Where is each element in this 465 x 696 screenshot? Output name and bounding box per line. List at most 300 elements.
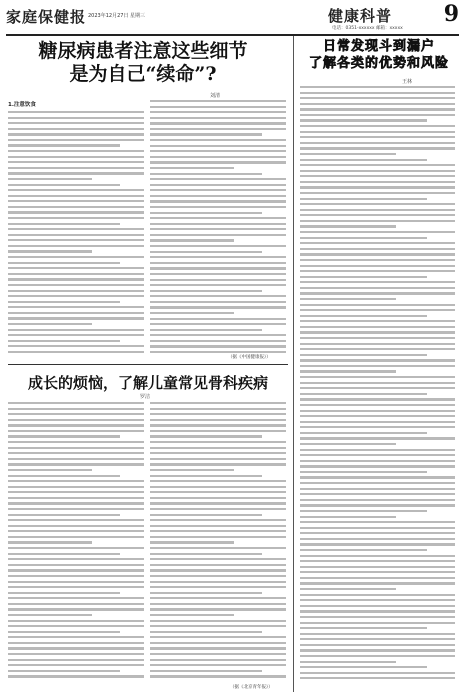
text-line [150, 239, 234, 241]
text-line [150, 530, 286, 532]
text-line [300, 599, 455, 601]
text-line [150, 139, 286, 141]
text-line [8, 452, 144, 454]
text-line [300, 147, 455, 149]
text-line [300, 493, 455, 495]
text-line [150, 133, 262, 135]
text-line [150, 458, 286, 460]
text-line [8, 620, 144, 622]
text-line [8, 228, 144, 230]
text-line [8, 475, 120, 477]
text-line [8, 402, 144, 404]
text-line [300, 86, 455, 88]
text-line [300, 471, 427, 473]
text-line [300, 549, 427, 551]
text-line [150, 206, 286, 208]
article1-col2 [150, 100, 286, 360]
text-line [150, 614, 234, 616]
text-line [300, 649, 455, 651]
text-line [150, 586, 286, 588]
text-line [300, 661, 396, 663]
text-line [150, 502, 286, 504]
text-line [300, 331, 455, 333]
text-line [150, 334, 286, 336]
text-line [300, 538, 455, 540]
text-line [300, 387, 455, 389]
text-line [300, 504, 455, 506]
text-line [300, 326, 455, 328]
text-line [8, 351, 144, 353]
text-line [300, 404, 455, 406]
text-line [150, 514, 262, 516]
text-line [8, 144, 120, 146]
text-line [300, 588, 396, 590]
text-line [300, 315, 427, 317]
text-line [150, 675, 286, 677]
text-line [8, 631, 120, 633]
text-line [8, 122, 144, 124]
text-line [150, 653, 286, 655]
text-line [150, 117, 286, 119]
text-line [8, 301, 120, 303]
text-line [150, 234, 286, 236]
text-line [300, 214, 455, 216]
column-divider [293, 36, 294, 692]
text-line [150, 212, 262, 214]
text-line [150, 351, 286, 353]
text-line [150, 312, 234, 314]
text-line [8, 592, 120, 594]
text-line [150, 497, 286, 499]
text-line [300, 370, 396, 372]
text-line [300, 644, 455, 646]
text-line [300, 242, 455, 244]
text-line [150, 541, 234, 543]
text-line [150, 597, 286, 599]
article1-divider [8, 364, 288, 365]
text-line [150, 536, 286, 538]
text-line [300, 164, 455, 166]
text-line [8, 519, 144, 521]
text-line [150, 217, 286, 219]
text-line [150, 228, 286, 230]
text-line [300, 488, 455, 490]
text-line [150, 491, 286, 493]
text-line [150, 106, 286, 108]
text-line [300, 181, 455, 183]
text-line [8, 536, 144, 538]
text-line [150, 547, 286, 549]
text-line [150, 469, 234, 471]
text-line [150, 173, 262, 175]
text-line [300, 237, 427, 239]
text-line [300, 348, 455, 350]
text-line [150, 178, 286, 180]
text-line [300, 499, 455, 501]
text-line [150, 408, 286, 410]
text-line [8, 564, 144, 566]
text-line [8, 256, 144, 258]
text-line [300, 560, 455, 562]
text-line [8, 284, 144, 286]
text-line [150, 184, 286, 186]
text-line [300, 281, 455, 283]
text-line [150, 284, 286, 286]
text-line [8, 659, 144, 661]
text-line [8, 625, 144, 627]
text-line [150, 647, 286, 649]
page-header [6, 1, 459, 34]
article3-title: 成长的烦恼，了解儿童常见骨科疾病 [27, 374, 268, 392]
text-line [8, 156, 144, 158]
text-line [150, 273, 286, 275]
article3-col1 [8, 402, 144, 682]
text-line [300, 398, 455, 400]
text-line [150, 430, 286, 432]
text-line [300, 582, 455, 584]
text-line [300, 638, 455, 640]
text-line [300, 432, 427, 434]
text-line [150, 245, 286, 247]
text-line [8, 189, 144, 191]
text-line [300, 449, 455, 451]
text-line [300, 666, 427, 668]
article3-col2 [150, 402, 286, 682]
text-line [300, 298, 396, 300]
text-line [300, 421, 455, 423]
article1-subhead-1: 1.注意饮食 [8, 102, 36, 108]
text-line [8, 581, 144, 583]
text-line [8, 491, 144, 493]
text-line [8, 161, 144, 163]
text-line [8, 334, 144, 336]
text-line [150, 251, 262, 253]
text-line [150, 150, 286, 152]
text-line [150, 592, 262, 594]
text-line [300, 543, 455, 545]
article2-title: 日常发现斗到漏户 了解各类的优势和风险 [308, 39, 449, 71]
text-line [150, 463, 286, 465]
text-line [8, 239, 144, 241]
text-line [300, 142, 455, 144]
text-line [8, 340, 120, 342]
text-line [8, 558, 144, 560]
text-line [8, 614, 92, 616]
text-line [150, 558, 286, 560]
text-line [300, 203, 455, 205]
text-line [8, 670, 120, 672]
text-line [300, 287, 455, 289]
text-line [8, 514, 120, 516]
text-line [300, 577, 455, 579]
text-line [300, 571, 455, 573]
text-line [300, 265, 455, 267]
text-line [300, 119, 427, 121]
text-line [8, 312, 144, 314]
text-line [8, 586, 144, 588]
text-line [8, 178, 92, 180]
text-line [8, 206, 144, 208]
text-line [300, 410, 455, 412]
text-line [300, 186, 455, 188]
text-line [8, 508, 144, 510]
text-line [8, 195, 144, 197]
text-line [8, 486, 144, 488]
issue-date: 2023年12月27日 星期三 [88, 13, 146, 19]
text-line [300, 672, 455, 674]
text-line [8, 172, 144, 174]
text-line [150, 329, 262, 331]
text-line [300, 248, 455, 250]
text-line [150, 195, 286, 197]
text-line [8, 329, 144, 331]
text-line [300, 114, 455, 116]
text-line [150, 636, 286, 638]
text-line [150, 625, 286, 627]
text-line [300, 376, 455, 378]
text-line [8, 273, 144, 275]
text-line [300, 426, 455, 428]
section-title-left: 家庭保健报 [6, 8, 87, 26]
text-line [8, 295, 144, 297]
text-line [8, 245, 144, 247]
text-line [150, 167, 234, 169]
text-line [150, 564, 286, 566]
text-line [300, 610, 455, 612]
text-line [150, 301, 286, 303]
text-line [150, 323, 286, 325]
article1-title: 糖尿病患者注意这些细节 是为自己“续命”? [38, 40, 248, 85]
text-line [8, 458, 144, 460]
text-line [150, 345, 286, 347]
text-line [8, 117, 144, 119]
text-line [8, 502, 144, 504]
text-line [150, 553, 262, 555]
text-line [150, 603, 286, 605]
text-line [8, 463, 144, 465]
text-line [8, 469, 92, 471]
text-line [8, 267, 144, 269]
text-line [8, 547, 144, 549]
article2-col1 [300, 86, 455, 686]
text-line [300, 304, 455, 306]
text-line [150, 486, 286, 488]
text-line [150, 290, 262, 292]
text-line [300, 354, 427, 356]
text-line [300, 622, 455, 624]
text-line [300, 292, 455, 294]
text-line [8, 441, 144, 443]
text-line [150, 664, 286, 666]
text-line [300, 209, 455, 211]
text-line [300, 192, 455, 194]
text-line [8, 128, 144, 130]
text-line [8, 642, 144, 644]
text-line [300, 153, 396, 155]
text-line [8, 430, 144, 432]
article3-author: 罗洁 [140, 394, 151, 400]
text-line [8, 664, 144, 666]
text-line [300, 175, 455, 177]
text-line [8, 234, 144, 236]
text-line [8, 603, 144, 605]
text-line [150, 413, 286, 415]
text-line [8, 435, 120, 437]
text-line [8, 323, 92, 325]
text-line [150, 100, 286, 102]
text-line [300, 415, 455, 417]
text-line [300, 131, 455, 133]
text-line [300, 566, 455, 568]
text-line [150, 608, 286, 610]
text-line [300, 443, 396, 445]
text-line [150, 631, 262, 633]
text-line [8, 541, 92, 543]
text-line [300, 92, 455, 94]
text-line [150, 223, 286, 225]
text-line [150, 670, 262, 672]
text-line [300, 259, 455, 261]
text-line [8, 608, 144, 610]
text-line [8, 675, 144, 677]
text-line [8, 200, 144, 202]
text-line [8, 424, 144, 426]
text-line [150, 267, 286, 269]
text-line [8, 419, 144, 421]
text-line [300, 108, 455, 110]
text-line [8, 530, 144, 532]
text-line [8, 480, 144, 482]
text-line [300, 532, 455, 534]
text-line [150, 122, 286, 124]
text-line [8, 447, 144, 449]
text-line [150, 569, 286, 571]
text-line [300, 276, 427, 278]
text-line [8, 133, 144, 135]
text-line [8, 597, 144, 599]
text-line [8, 653, 144, 655]
text-line [300, 382, 455, 384]
text-line [150, 581, 286, 583]
text-line [150, 419, 286, 421]
text-line [8, 497, 144, 499]
text-line [300, 170, 455, 172]
text-line [300, 527, 455, 529]
text-line [150, 318, 286, 320]
text-line [150, 575, 286, 577]
article1-col1 [8, 100, 144, 360]
text-line [150, 128, 286, 130]
text-line [150, 620, 286, 622]
text-line [300, 159, 427, 161]
text-line [8, 345, 144, 347]
article2-author: 王林 [402, 79, 413, 85]
article1-footer: （据《中国健康报》） [228, 355, 271, 360]
text-line [8, 211, 144, 213]
text-line [300, 437, 455, 439]
header-rule [6, 34, 459, 36]
text-line [8, 569, 144, 571]
text-line [150, 642, 286, 644]
text-line [150, 145, 286, 147]
text-line [300, 103, 455, 105]
page-number: 9 [443, 1, 459, 27]
text-line [8, 150, 144, 152]
text-line [8, 223, 120, 225]
text-line [300, 225, 396, 227]
text-line [8, 139, 144, 141]
text-line [300, 270, 455, 272]
text-line [150, 156, 286, 158]
text-line [150, 402, 286, 404]
text-line [300, 594, 455, 596]
text-line [300, 476, 455, 478]
section-title-right: 健康科普 [328, 7, 393, 25]
text-line [8, 575, 144, 577]
text-line [300, 359, 455, 361]
text-line [8, 262, 120, 264]
text-line [300, 220, 455, 222]
text-line [300, 231, 455, 233]
text-line [150, 189, 286, 191]
text-line [8, 184, 120, 186]
text-line [300, 521, 455, 523]
text-line [8, 553, 120, 555]
article3-footer: （据《北京青年报》） [230, 685, 273, 690]
text-line [150, 659, 286, 661]
text-line [150, 480, 286, 482]
text-line [300, 655, 455, 657]
text-line [8, 250, 92, 252]
text-line [150, 447, 286, 449]
text-line [300, 337, 455, 339]
text-line [150, 519, 286, 521]
text-line [150, 295, 286, 297]
text-line [300, 393, 427, 395]
text-line [8, 525, 144, 527]
contact-line: 电话：0351-xxxxxx 邮箱：xxxxx [332, 26, 403, 31]
text-line [8, 306, 144, 308]
text-line [300, 605, 455, 607]
text-line [300, 454, 455, 456]
text-line [300, 465, 455, 467]
text-line [300, 633, 455, 635]
text-line [300, 616, 455, 618]
text-line [150, 262, 286, 264]
text-line [300, 516, 396, 518]
text-line [300, 320, 455, 322]
text-line [150, 475, 262, 477]
text-line [150, 111, 286, 113]
article1-author: 刘清 [210, 93, 221, 99]
text-line [300, 627, 427, 629]
text-line [150, 340, 286, 342]
text-line [300, 198, 427, 200]
text-line [150, 256, 286, 258]
text-line [8, 317, 144, 319]
text-line [150, 525, 286, 527]
text-line [300, 677, 455, 679]
text-line [150, 424, 286, 426]
text-line [150, 200, 286, 202]
text-line [300, 460, 455, 462]
text-line [300, 482, 455, 484]
text-line [300, 343, 455, 345]
text-line [150, 508, 286, 510]
text-line [8, 167, 144, 169]
text-line [300, 365, 455, 367]
text-line [150, 161, 286, 163]
